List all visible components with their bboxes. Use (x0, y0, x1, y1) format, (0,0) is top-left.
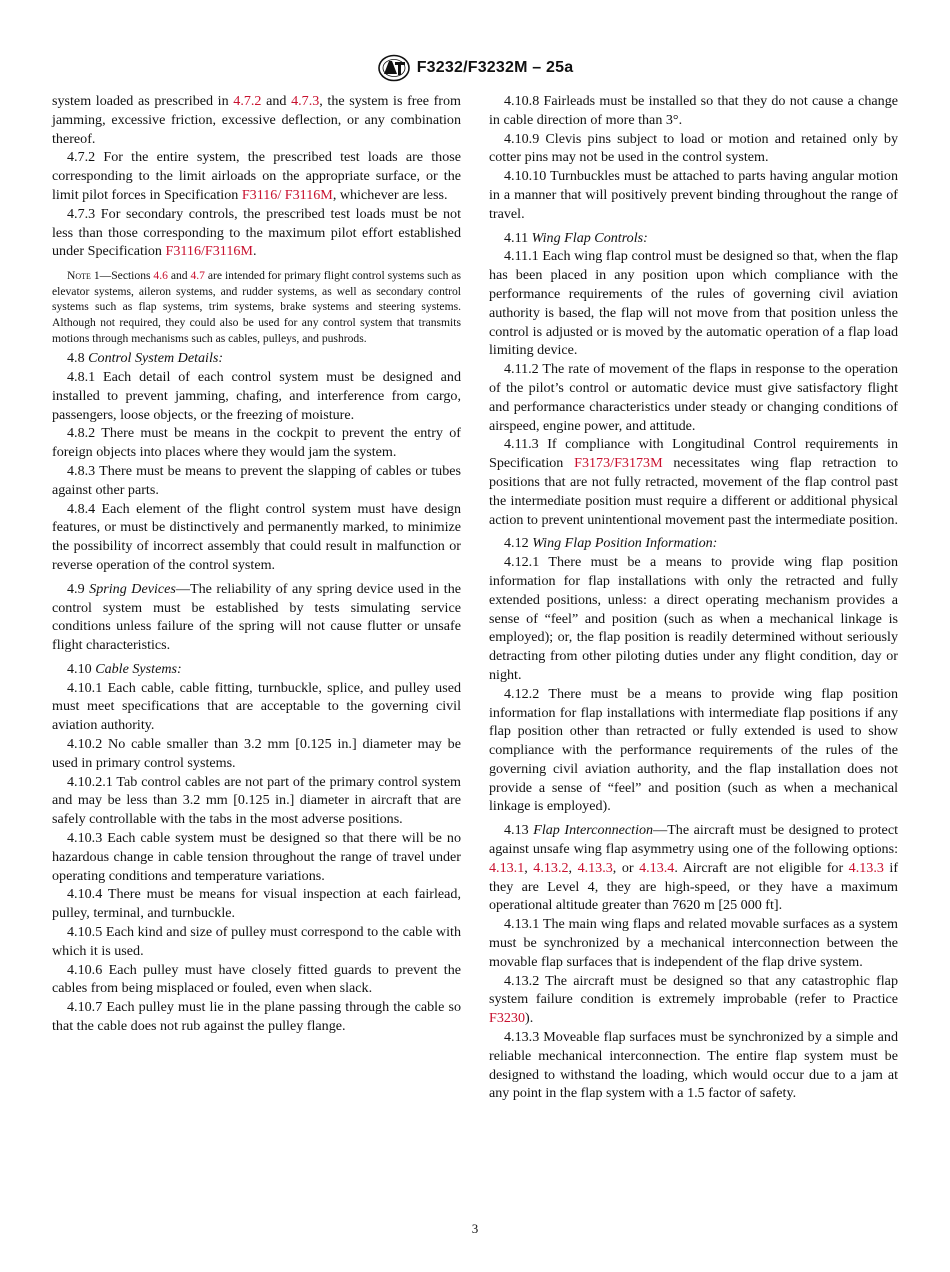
paragraph-4-7-2: 4.7.2 For the entire system, the prescribed test loads are those corresponding to the limit airloads on the appropriate surface, or the limit pilot forces in Specification F3116/ F3116M, whichever are less. (52, 149, 461, 203)
paragraph-4-10-4: 4.10.4 There must be means for visual inspection at each fairlead, pulley, terminal, and turnbuckle. (52, 886, 461, 922)
link-f3173[interactable]: F3173/F3173M (574, 455, 663, 472)
astm-logo-icon (377, 53, 411, 83)
paragraph-4-13-1: 4.13.1 The main wing flaps and related movable surfaces as a system must be synchronized by a mechanical interconnection between the movable flap surfaces that is independent of the flap drive system. (489, 916, 898, 970)
link-4-7-3[interactable]: 4.7.3 (291, 93, 320, 109)
link-4-13-3-2[interactable]: 4.13.3 (848, 859, 884, 876)
paragraph-4-9: 4.9 Spring Devices—The reliability of any spring device used in the control system must be established by tests simulating service conditions unless failure of the spring will not cause flutter or unsafe flight characteristics. (52, 580, 461, 654)
paragraph-4-7-1-continued: system loaded as prescribed in 4.7.2 and 4.7.3, the system is free from jamming, excessive friction, excessive deflection, or any combination thereof. (52, 93, 462, 147)
link-4-7[interactable]: 4.7 (190, 269, 205, 283)
paragraph-4-10-6: 4.10.6 Each pulley must have closely fitted guards to prevent the cables from being misplaced or fouled, even when slack. (52, 961, 461, 997)
link-4-13-3[interactable]: 4.13.3 (577, 859, 613, 876)
paragraph-4-12-2: 4.12.2 There must be a means to provide wing flap position information for flap installations with intermediate flap positions if any flap position other than retracted or fully extended is used to show compliance with the performance requirements of the rules of the governing civil aviation authority, and the flap installation does not provide a sense of “feel” and position (such as when a mechanical linkage is employed). (489, 685, 898, 815)
note-1: Note 1—Sections 4.6 and 4.7 are intended for primary flight control systems such as elevator systems, aileron systems, and rudder systems, as well as secondary control systems such as flap systems, trim systems, brake systems and steering systems. Although not required, they could also be used for any control system that transmits motions through mechanisms such as cables, pulleys, and pushrods. (52, 269, 462, 345)
paragraph-4-11-1: 4.11.1 Each wing flap control must be designed so that, when the flap has been placed in any position upon which compliance with the performance requirements of the rules of governing civil aviation authority is based, the flap will not move from that position unless the control is adjusted or is moved by the automatic operation of a flap load limiting device. (489, 248, 898, 359)
link-4-13-1[interactable]: 4.13.1 (489, 859, 525, 876)
paragraph-4-12-1: 4.12.1 There must be a means to provide wing flap position information for flap installations with only the retracted and fully extended positions, unless: a direct operating mechanism provides a sense of “feel” and position (such as when a mechanical linkage is employed); or, the flap position is readily determined without seriously detracting from other piloting duties under any flight condition, day or night. (489, 554, 898, 683)
paragraph-4-10-8: 4.10.8 Fairleads must be installed so that they do not cause a change in cable direction of more than 3°. (489, 93, 898, 128)
link-4-7-2[interactable]: 4.7.2 (233, 93, 262, 109)
heading-4-12: 4.12 Wing Flap Position Information: (504, 535, 718, 552)
left-column (52, 92, 461, 1036)
heading-4-11: 4.11 Wing Flap Controls: (504, 229, 648, 246)
standard-designation: F3232/F3232M – 25a (416, 59, 574, 76)
page-number: 3 (471, 1221, 479, 1236)
link-4-13-2[interactable]: 4.13.2 (533, 859, 569, 876)
paragraph-4-11-2: 4.11.2 The rate of movement of the flaps in response to the operation of the pilot’s control or automatic device must give satisfactory flight and performance characteristics under steady or changing conditions of airspeed, engine power, and attitude. (489, 361, 898, 434)
paragraph-4-10-2-1: 4.10.2.1 Tab control cables are not part of the primary control system and may be less than 3.2 mm [0.125 in.] diameter in aircraft that are safely controllable with the tabs in the most adverse positions. (52, 773, 461, 828)
paragraph-4-8-3: 4.8.3 There must be means to prevent the slapping of cables or tubes against other parts. (52, 462, 461, 498)
paragraph-4-11-3: 4.11.3 If compliance with Longitudinal Control requirements in Specification F3173/F3173M necessitates wing flap retraction to positions that are not fully retracted, movement of the flap control past the intermediate position must require a different or additional physical action to prevent unintentional movement past the intermediate position. (489, 436, 899, 528)
paragraph-4-10-3: 4.10.3 Each cable system must be designed so that there will be no hazardous change in cable tension throughout the range of travel under operating conditions and temperature variations. (52, 830, 461, 884)
paragraph-4-10-9: 4.10.9 Clevis pins subject to load or motion and retained only by cotter pins may not be used in the control system. (489, 130, 898, 166)
paragraph-4-10-2: 4.10.2 No cable smaller than 3.2 mm [0.125 in.] diameter may be used in primary control systems. (52, 736, 461, 771)
paragraph-4-8-2: 4.8.2 There must be means in the cockpit to prevent the entry of foreign objects into places where they would jam the system. (52, 425, 461, 461)
link-f3230[interactable]: F3230 (489, 1010, 526, 1027)
paragraph-4-8-4: 4.8.4 Each element of the flight control system must have design features, or must be distinctively and permanently marked, to minimize the possibility of incorrect assembly that could result in malfunction or reverse operation of the control system. (52, 500, 461, 573)
paragraph-4-10-5: 4.10.5 Each kind and size of pulley must correspond to the cable with which it is used. (52, 924, 461, 959)
paragraph-4-13: 4.13 Flap Interconnection—The aircraft must be designed to protect against unsafe wing flap asymmetry using one of the following options: 4.13.1, 4.13.2, 4.13.3, or 4.13.4. Aircraft are not eligible for 4.13.3 if they are Level 4, they are high-speed, or they have a maximum operational altitude greater than 7620 m [25 000 ft]. (489, 822, 899, 914)
page-header (0, 50, 950, 86)
link-f3116-2[interactable]: F3116/F3116M (165, 243, 253, 260)
paragraph-4-10-7: 4.10.7 Each pulley must lie in the plane passing through the cable so that the cable does not rub against the pulley flange. (52, 999, 461, 1035)
heading-4-10: 4.10 Cable Systems: (67, 660, 182, 677)
paragraph-4-10-10: 4.10.10 Turnbuckles must be attached to parts having angular motion in a manner that will positively prevent binding throughout the range of travel. (489, 168, 898, 222)
heading-4-8: 4.8 Control System Details: (67, 350, 224, 367)
link-f3116[interactable]: F3116/ F3116M (241, 186, 333, 203)
link-4-6[interactable]: 4.6 (153, 269, 168, 283)
paragraph-4-8-1: 4.8.1 Each detail of each control system must be designed and installed to prevent jamming, chafing, and interference from cargo, passengers, loose objects, or the freezing of moisture. (52, 368, 461, 423)
paragraph-4-7-3: 4.7.3 For secondary controls, the prescribed test loads must be not less than those corresponding to the maximum pilot effort established under Specification F3116/F3116M. (52, 205, 461, 260)
paragraph-4-13-2: 4.13.2 The aircraft must be designed so that any catastrophic flap system failure condition is extremely improbable (refer to Practice F3230). (489, 972, 898, 1027)
right-column (489, 92, 898, 1103)
paragraph-4-13-3: 4.13.3 Moveable flap surfaces must be synchronized by a simple and reliable mechanical interconnection. The entire flap system must be designed to withstand the loading, which would occur due to a jam at any point in the flap system with a 1.5 factor of safety. (489, 1029, 898, 1102)
link-4-13-4[interactable]: 4.13.4 (639, 859, 675, 876)
paragraph-4-10-1: 4.10.1 Each cable, cable fitting, turnbuckle, splice, and pulley used must meet specifications that are acceptable to the governing civil aviation authority. (52, 679, 461, 734)
